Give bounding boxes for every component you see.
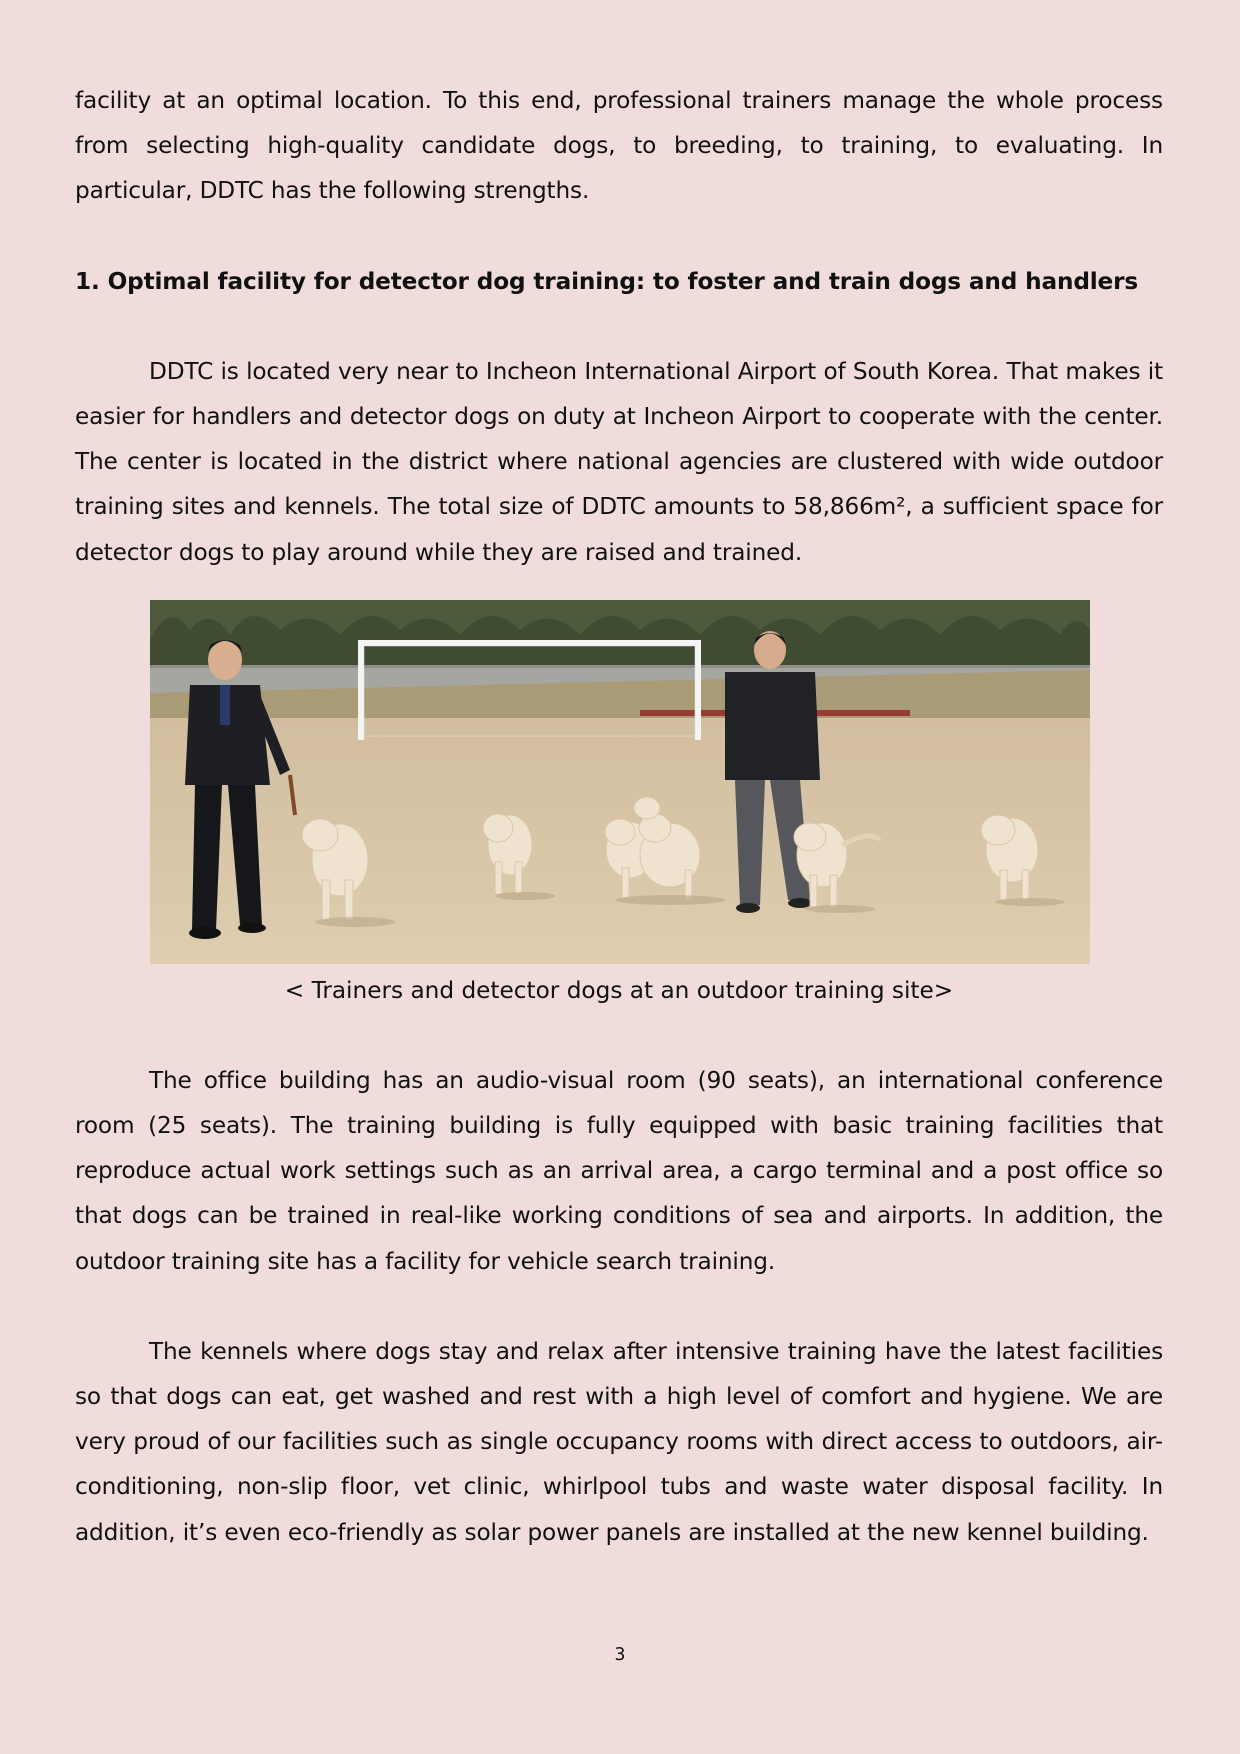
buildings-paragraph: The office building has an audio-visual room (90 seats), an international conference room (25 seats). The training building is fully equipped with basic training facilities that reproduce actual work settings such as an arrival area, a cargo terminal and a post office so that dogs can be trained in real-like working conditions of sea and airports. In addition, the outdoor training site has a facility for vehicle search training. xyxy=(75,1066,1163,1275)
figure-caption: < Trainers and detector dogs at an outdoor training site> xyxy=(284,976,954,1004)
kennels-paragraph: The kennels where dogs stay and relax after intensive training have the latest facilities so that dogs can eat, get washed and rest with a high level of comfort and hygiene. We are very proud of our facilities such as single occupancy rooms with direct access to outdoors, air-conditioning, non-slip floor, vet clinic, whirlpool tubs and waste water disposal facility. In addition, it’s even eco-friendly as solar power panels are installed at the new kennel building. xyxy=(75,1337,1163,1546)
intro-paragraph: facility at an optimal location. To this end, professional trainers manage the whole process from selecting high-quality candidate dogs, to breeding, to training, to evaluating. In particular, DDTC has the following strengths. xyxy=(75,87,1163,205)
section-heading: 1. Optimal facility for detector dog training: to foster and train dogs and handlers xyxy=(75,267,1139,295)
training-site-photo xyxy=(150,600,1090,964)
location-paragraph: DDTC is located very near to Incheon International Airport of South Korea. That makes it easier for handlers and detector dogs on duty at Incheon Airport to cooperate with the center. The center is located in the district where national agencies are clustered with wide outdoor training sites and kennels. The total size of DDTC amounts to 58,866m², a sufficient space for detector dogs to play around while they are raised and trained. xyxy=(75,357,1163,566)
page-number: 3 xyxy=(614,1644,626,1665)
document-body xyxy=(75,78,1163,1555)
